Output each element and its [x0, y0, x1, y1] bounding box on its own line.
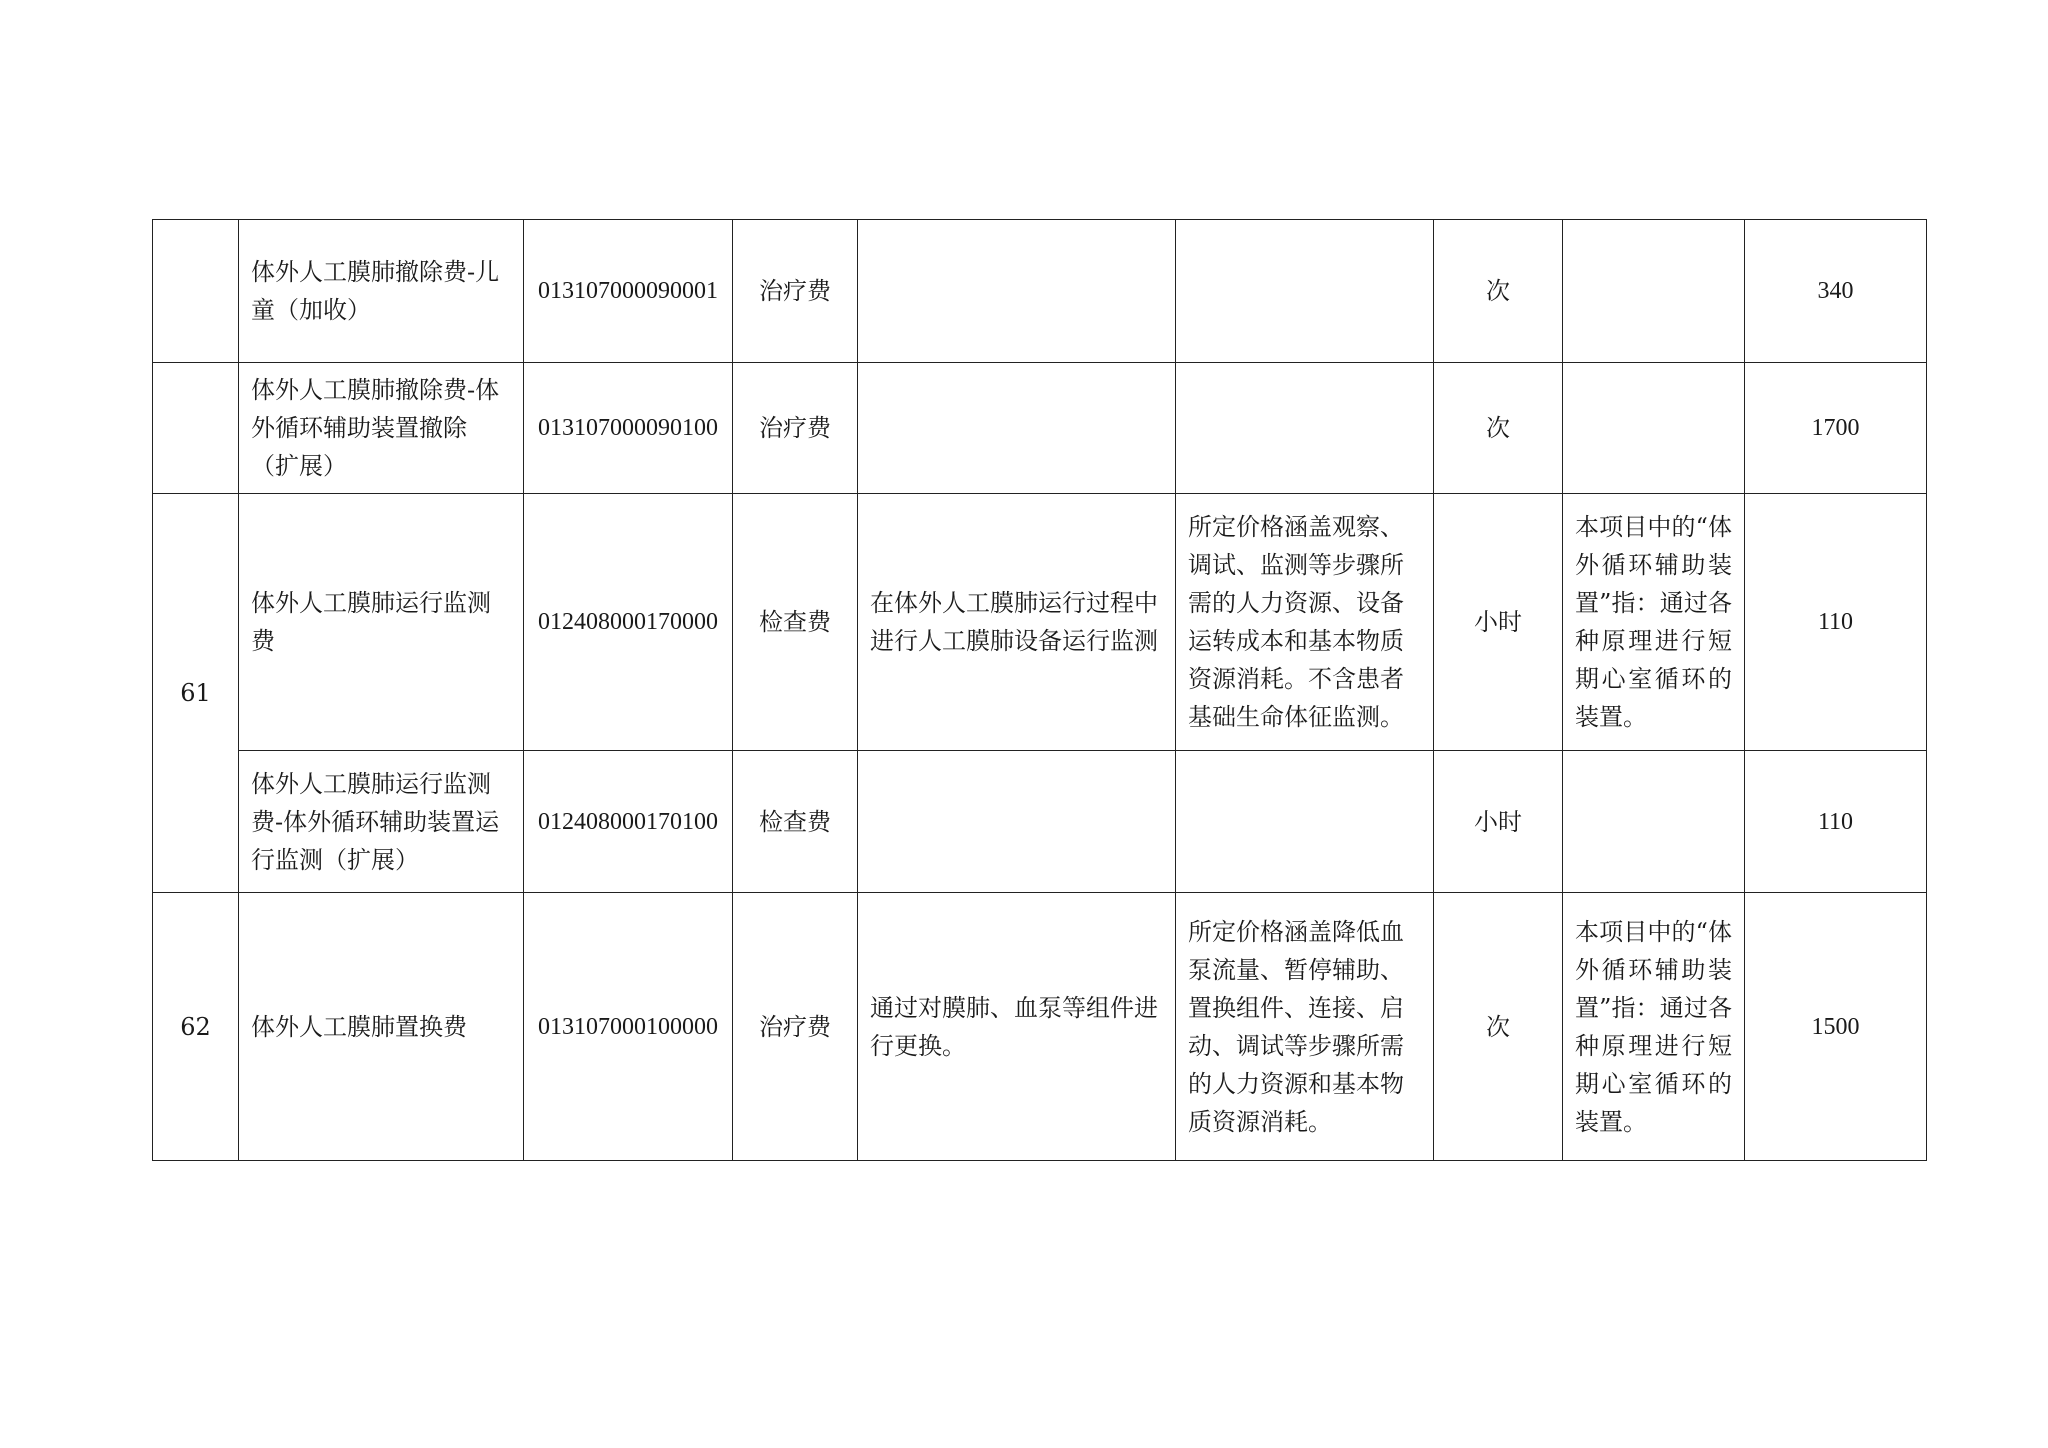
price-scope-cell: 所定价格涵盖观察、调试、监测等步骤所需的人力资源、设备运转成本和基本物质资源消耗。不含患者基础生命体征监测。 [1176, 494, 1434, 751]
unit-cell: 次 [1434, 220, 1563, 363]
item-name-cell: 体外人工膜肺运行监测费 [239, 494, 524, 751]
item-name-cell: 体外人工膜肺撤除费-体外循环辅助装置撤除（扩展） [239, 363, 524, 494]
note-cell: 本项目中的“体外循环辅助装置”指：通过各种原理进行短期心室循环的装置。 [1563, 494, 1745, 751]
price-scope-cell: 所定价格涵盖降低血泵流量、暂停辅助、置换组件、连接、启动、调试等步骤所需的人力资源和基本物质资源消耗。 [1176, 893, 1434, 1161]
price-cell: 110 [1745, 751, 1927, 893]
table-row [153, 363, 1927, 494]
item-code-cell: 013107000090001 [524, 220, 733, 363]
price-cell: 1500 [1745, 893, 1927, 1161]
seq-cell: 62 [153, 893, 239, 1161]
note-cell [1563, 751, 1745, 893]
unit-cell: 次 [1434, 363, 1563, 494]
medical-fee-table [152, 219, 1927, 1161]
table-row [153, 751, 1927, 893]
note-cell [1563, 363, 1745, 494]
service-content-cell [858, 363, 1176, 494]
fee-category-cell: 治疗费 [733, 220, 858, 363]
service-content-cell: 通过对膜肺、血泵等组件进行更换。 [858, 893, 1176, 1161]
unit-cell: 次 [1434, 893, 1563, 1161]
service-content-cell [858, 220, 1176, 363]
item-name-cell: 体外人工膜肺撤除费-儿童（加收） [239, 220, 524, 363]
price-scope-cell [1176, 363, 1434, 494]
seq-cell [153, 363, 239, 494]
item-name-cell: 体外人工膜肺置换费 [239, 893, 524, 1161]
service-content-cell [858, 751, 1176, 893]
price-cell: 340 [1745, 220, 1927, 363]
table-row [153, 893, 1927, 1161]
fee-category-cell: 治疗费 [733, 363, 858, 494]
fee-category-cell: 治疗费 [733, 893, 858, 1161]
table-row [153, 494, 1927, 751]
item-code-cell: 012408000170100 [524, 751, 733, 893]
item-code-cell: 013107000090100 [524, 363, 733, 494]
seq-cell [153, 220, 239, 363]
price-cell: 1700 [1745, 363, 1927, 494]
fee-category-cell: 检查费 [733, 494, 858, 751]
unit-cell: 小时 [1434, 494, 1563, 751]
price-cell: 110 [1745, 494, 1927, 751]
price-scope-cell [1176, 751, 1434, 893]
price-scope-cell [1176, 220, 1434, 363]
note-cell [1563, 220, 1745, 363]
service-content-cell: 在体外人工膜肺运行过程中进行人工膜肺设备运行监测 [858, 494, 1176, 751]
item-code-cell: 013107000100000 [524, 893, 733, 1161]
item-name-cell: 体外人工膜肺运行监测费-体外循环辅助装置运行监测（扩展） [239, 751, 524, 893]
table-row [153, 220, 1927, 363]
seq-cell: 61 [153, 494, 239, 893]
note-cell: 本项目中的“体外循环辅助装置”指：通过各种原理进行短期心室循环的装置。 [1563, 893, 1745, 1161]
item-code-cell: 012408000170000 [524, 494, 733, 751]
fee-category-cell: 检查费 [733, 751, 858, 893]
unit-cell: 小时 [1434, 751, 1563, 893]
